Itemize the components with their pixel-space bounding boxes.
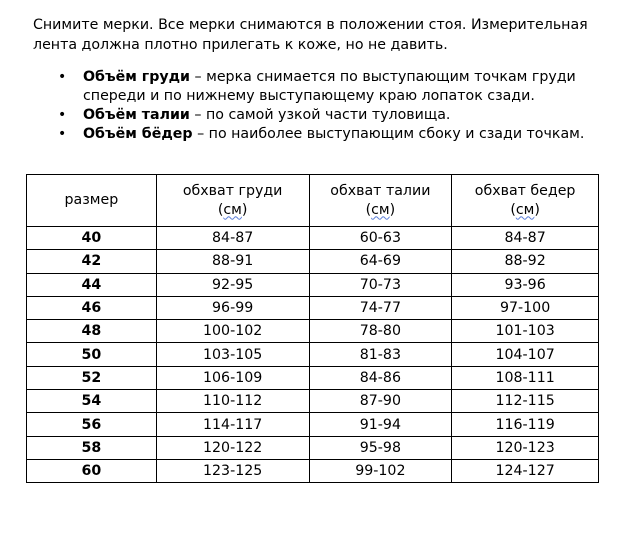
table-row [27,413,599,436]
cell-chest: 106-109 [156,366,309,389]
cell-waist: 95-98 [309,436,452,459]
table-row [27,366,599,389]
cell-waist: 99-102 [309,459,452,482]
description-hips: – по наиболее выступающим сбоку и сзади точкам. [192,126,585,142]
bullet-icon: • [58,107,67,123]
cell-waist: 81-83 [309,343,452,366]
cell-size: 40 [27,227,157,250]
cell-size: 54 [27,390,157,413]
table-row [27,320,599,343]
cell-waist: 91-94 [309,413,452,436]
cell-waist: 78-80 [309,320,452,343]
measurement-instructions-list [58,68,618,144]
table-row [27,343,599,366]
table-body [27,227,599,483]
header-hips-label: обхват бедер [474,182,576,199]
cell-waist: 87-90 [309,390,452,413]
description-waist: – по самой узкой части туловища. [189,107,451,123]
cell-size: 48 [27,320,157,343]
list-item-chest [58,68,618,106]
header-chest-label: обхват груди [182,182,283,199]
cell-size: 58 [27,436,157,459]
bullet-icon: • [58,69,67,85]
cell-chest: 123-125 [156,459,309,482]
cell-waist: 84-86 [309,366,452,389]
size-chart-table [26,174,599,483]
cell-hips: 116-119 [452,413,599,436]
cell-size: 52 [27,366,157,389]
cell-hips: 120-123 [452,436,599,459]
cell-waist: 74-77 [309,296,452,319]
header-waist-unit: см [371,201,390,218]
cell-size: 50 [27,343,157,366]
term-hips: Объём бёдер [83,126,193,142]
cell-chest: 103-105 [156,343,309,366]
cell-waist: 60-63 [309,227,452,250]
bullet-icon: • [58,126,67,142]
cell-hips: 108-111 [452,366,599,389]
cell-hips: 112-115 [452,390,599,413]
header-size [27,175,157,227]
intro-paragraph: Снимите мерки. Все мерки снимаются в положении стоя. Измерительная лента должна плотно прилегать к коже, но не давить. [33,17,588,53]
header-hips-unit: см [515,201,535,218]
table-row [27,436,599,459]
cell-size: 60 [27,459,157,482]
cell-size: 46 [27,296,157,319]
table-row [27,227,599,250]
cell-hips: 93-96 [452,273,599,296]
header-size-label: размер [64,192,119,208]
header-hips: обхват бедер (см) [452,175,599,227]
table-row [27,296,599,319]
cell-chest: 88-91 [156,250,309,273]
cell-waist: 70-73 [309,273,452,296]
cell-hips: 104-107 [452,343,599,366]
cell-hips: 97-100 [452,296,599,319]
table-row [27,273,599,296]
cell-chest: 110-112 [156,390,309,413]
header-waist-label: обхват талии [330,182,431,199]
cell-chest: 100-102 [156,320,309,343]
cell-size: 42 [27,250,157,273]
cell-hips: 84-87 [452,227,599,250]
cell-chest: 92-95 [156,273,309,296]
cell-chest: 96-99 [156,296,309,319]
table-row [27,459,599,482]
table-header-row [27,175,599,227]
cell-chest: 120-122 [156,436,309,459]
cell-chest: 84-87 [156,227,309,250]
header-chest: обхват груди (см) [156,175,309,227]
cell-hips: 124-127 [452,459,599,482]
list-item-waist [58,106,618,125]
cell-size: 44 [27,273,157,296]
table-row [27,390,599,413]
cell-waist: 64-69 [309,250,452,273]
cell-size: 56 [27,413,157,436]
cell-hips: 101-103 [452,320,599,343]
cell-hips: 88-92 [452,250,599,273]
cell-chest: 114-117 [156,413,309,436]
header-waist: обхват талии (см) [309,175,452,227]
term-chest: Объём груди [83,69,191,85]
table-row [27,250,599,273]
term-waist: Объём талии [83,107,190,123]
header-chest-unit: см [223,201,242,218]
description-chest: – мерка снимается по выступающим точкам груди спереди и по нижнему выступающему краю лопаток сзади. [83,69,576,104]
list-item-hips [58,125,618,144]
